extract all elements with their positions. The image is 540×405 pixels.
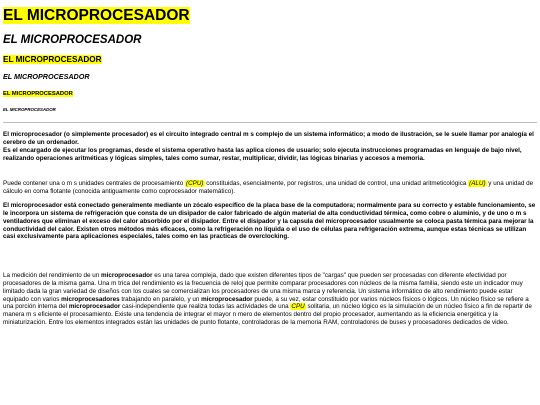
paragraph-units-text-1: Puede contener una o m s unidades centrales de procesamiento [3, 180, 186, 187]
paragraph-performance-bold-1: microprocesador [101, 272, 153, 279]
heading-6: EL MICROPROCESADOR [3, 107, 56, 112]
paragraph-performance-text-2: es una tarea compleja, dado que existen diferentes tipos de "cargas" que pueden ser procesadas con diferente efectividad por procesadores de la misma gama. Una m trica del rendimiento es la frecuencia de reloj que permite comparar procesadores con núcleos de la misma familia, siendo este un indicador muy limitado dada la gran variedad de diseños con los cuales se comercializan los procesadores de una misma marca y referencia. Un sistema informático de alto rendimiento puede estar equipado con varios [3, 272, 523, 303]
paragraph-cooling: El microprocesador está conectado generalmente mediante un zócalo específico de la placa base de la computadora; normalmente para su correcto y estable funcionamiento, se le incorpora un sistema de refrigeración que consta de un disipador de calor fabricado de algún material de alta conductividad térmica, como cobre o aluminio, y de uno o m s ventiladores que eliminan el exceso del calor absorbido por el disipador. Entre el disipador y la capsula del microprocesador usualmente se coloca pasta térmica para mejorar la conductividad del calor. Existen otros métodos más eficaces, como la refrigeración no líquida o el uso de células para refrigeración extrema, aunque estas técnicas se utilizan casi exclusivamente para aplicaciones especiales, tales como en las practicas de overclocking. [3, 202, 536, 241]
paragraph-performance-bold-4: microprocesador [68, 303, 121, 311]
heading-3-text: EL MICROPROCESADOR [3, 55, 102, 64]
heading-1 [3, 7, 190, 24]
cpu-highlight: (CPU) [186, 180, 204, 187]
heading-5 [3, 91, 73, 97]
heading-4: EL MICROPROCESADOR [3, 72, 90, 81]
paragraph-units-text-2: constituidas, esencialmente, por registros, una unidad de control, una unidad aritmeticológica [204, 180, 469, 187]
horizontal-rule [3, 122, 537, 123]
cpu-highlight-2: CPU [291, 303, 305, 311]
paragraph-performance [3, 272, 537, 327]
paragraph-performance-text-6: solitaria, un núcleo lógico es la simulación de un núcleo físico a fin de repartir de manera m s eficiente el procesamiento. Existe una tendencia de integrar el mayor n mero de elementos dentro del propio procesador, aumentando as la eficiencia energética y la miniaturización. Entre los elementos integrados están las unidades de punto flotante, controladoras de la memoria RAM, controladores de buses y procesadores dedicados de video. [3, 303, 532, 327]
paragraph-performance-bold-3: microprocesador [201, 295, 253, 303]
paragraph-performance-text-3: trabajando en paralelo, y un [119, 295, 202, 303]
paragraph-intro-sentence-1: El microprocesador (o simplemente procesador) es el circuito integrado central m s complejo de un sistema informático; a modo de ilustración, se le suele llamar por analogía el cerebro de un ordenador. [3, 131, 534, 146]
paragraph-intro-sentence-2: Es el encargado de ejecutar los programas, desde el sistema operativo hasta las aplica ciones de usuario; solo ejecuta instrucciones programadas en lenguaje de bajo nivel, realizando operaciones aritméticas y lógicas simples, tales como sumar, restar, multiplicar, dividir, las lógicas binarias y accesos a memoria. [3, 146, 522, 162]
heading-2: EL MICROPROCESADOR [3, 34, 142, 46]
heading-1-text: EL MICROPROCESADOR [3, 7, 190, 24]
paragraph-units [3, 180, 537, 196]
paragraph-performance-text-5: casi-independiente que realiza todas las actividades de una [120, 303, 291, 311]
paragraph-performance-bold-2: microprocesadores [61, 295, 120, 303]
heading-3 [3, 55, 102, 64]
alu-highlight: (ALU) [469, 180, 486, 187]
paragraph-performance-text-4: puede, a su vez, estar constituido por varios núcleos físicos o lógicos. Un núcleo físico se refiere a una porción interna del [3, 295, 529, 311]
paragraph-units-text-3: y una unidad de cálculo en coma flotante (conocida antiguamente como coprocesador matemático). [3, 180, 534, 195]
paragraph-performance-text-1: La medición del rendimiento de un [3, 272, 102, 279]
heading-5-text: EL MICROPROCESADOR [3, 91, 73, 97]
paragraph-intro [3, 131, 537, 162]
